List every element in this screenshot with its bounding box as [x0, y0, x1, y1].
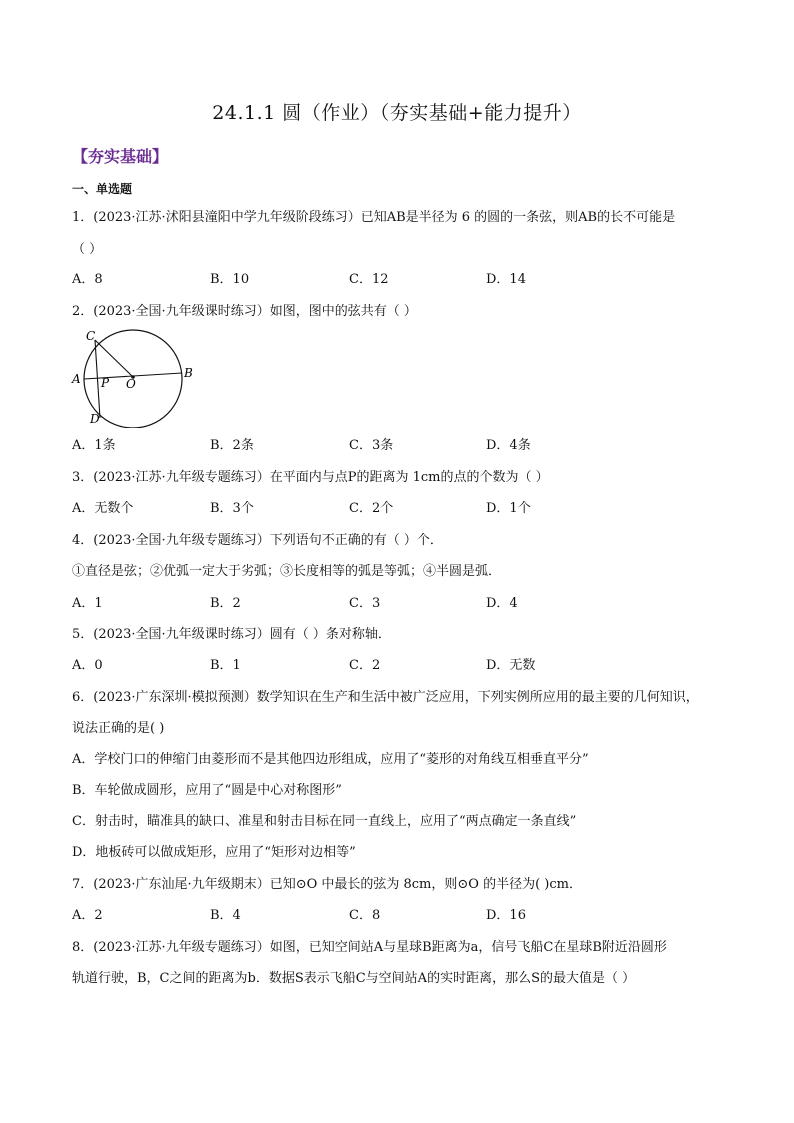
q4-stem-line1: 4．(2023·全国·九年级专题练习）下列语句不正确的有（ ）个．: [72, 533, 443, 548]
q6-option-d: D．地板砖可以做成矩形，应用了“矩形对边相等”: [72, 845, 356, 860]
q1-option-c: C．12: [349, 272, 389, 287]
circle-chord-figure: [66, 326, 201, 428]
q2-option-a: A．1条: [72, 438, 116, 453]
q6-option-c: C．射击时，瞄准具的缺口、准星和射击目标在同一直线上，应用了“两点确定一条直线”: [72, 814, 577, 829]
q7-option-d: D．16: [486, 908, 526, 923]
q7-options: [72, 904, 632, 922]
label-b: B: [184, 366, 193, 380]
q8-stem-line1: 8．(2023·江苏·九年级专题练习）如图，已知空间站A与星球B距离为a，信号飞船C在星球B附近沿圆形: [72, 940, 667, 955]
q4-options: [72, 592, 632, 610]
q7-option-b: B．4: [210, 908, 241, 923]
q7-option-c: C．8: [349, 908, 381, 923]
label-a: A: [72, 372, 81, 386]
q2-option-b: B．2条: [210, 438, 254, 453]
label-c: C: [86, 329, 96, 343]
q8-stem-line2: 轨道行驶，B，C之间的距离为b．数据S表示飞船C与空间站A的实时距离，那么S的最大值是（ ）: [72, 971, 636, 986]
q4-option-b: B．2: [210, 596, 241, 611]
q3-option-b: B．3个: [210, 501, 254, 516]
q6-option-b: B．车轮做成圆形，应用了“圆是中心对称图形”: [72, 783, 342, 798]
q5-option-b: B．1: [210, 658, 241, 673]
q5-option-d: D．无数: [486, 658, 536, 673]
q7-stem: 7．(2023·广东汕尾·九年级期末）已知⊙O 中最长的弦为 8cm，则⊙O 的半径为( )cm．: [72, 877, 582, 892]
q3-option-c: C．2个: [349, 501, 394, 516]
q2-options: [72, 434, 632, 452]
q1-option-b: B．10: [210, 272, 250, 287]
label-o: O: [126, 377, 136, 391]
q6-stem-line1: 6．(2023·广东深圳·模拟预测）数学知识在生产和生活中被广泛应用，下列实例所应用的最主要的几何知识，: [72, 690, 699, 705]
q4-stem-line2: ①直径是弦；②优弧一定大于劣弧；③长度相等的弧是等弧；④半圆是弧．: [72, 564, 502, 579]
chord-cd: [95, 340, 100, 418]
q3-options: [72, 497, 632, 515]
question-type-heading: 一、单选题: [72, 182, 133, 196]
q5-stem: 5．(2023·全国·九年级课时练习）圆有（ ）条对称轴．: [72, 627, 391, 642]
q2-option-d: D．4条: [486, 438, 531, 453]
q5-options: [72, 654, 632, 672]
section-label: 【夯实基础】: [72, 147, 169, 166]
label-d: D: [90, 412, 100, 426]
q5-option-a: A．0: [72, 658, 103, 673]
q2-option-c: C．3条: [349, 438, 394, 453]
q1-option-d: D．14: [486, 272, 526, 287]
q4-option-a: A．1: [72, 596, 103, 611]
q3-stem: 3．(2023·江苏·九年级专题练习）在平面内与点P的距离为 1cm的点的个数为（ ）: [72, 470, 549, 485]
q1-options: [72, 268, 632, 286]
q1-stem-line1: 1．(2023·江苏·沭阳县潼阳中学九年级阶段练习）已知AB是半径为 6 的圆的一条弦，则AB的长不可能是: [72, 210, 676, 225]
q4-option-c: C．3: [349, 596, 381, 611]
q1-option-a: A．8: [72, 272, 103, 287]
q3-option-d: D．1个: [486, 501, 531, 516]
q6-option-a: A．学校门口的伸缩门由菱形而不是其他四边形组成，应用了“菱形的对角线互相垂直平分”: [72, 752, 589, 767]
q3-option-a: A．无数个: [72, 501, 134, 516]
q7-option-a: A．2: [72, 908, 103, 923]
q6-stem-line2: 说法正确的是( ): [72, 721, 165, 736]
q5-option-c: C．2: [349, 658, 381, 673]
q2-stem: 2．(2023·全国·九年级课时练习）如图，图中的弦共有（ ）: [72, 304, 417, 319]
segment-co: [95, 340, 133, 377]
page-title: 24.1.1 圆（作业）（夯实基础+能力提升）: [212, 102, 582, 124]
label-p: P: [101, 376, 110, 390]
q4-option-d: D．4: [486, 596, 518, 611]
q1-stem-line2: （ ）: [72, 242, 103, 257]
